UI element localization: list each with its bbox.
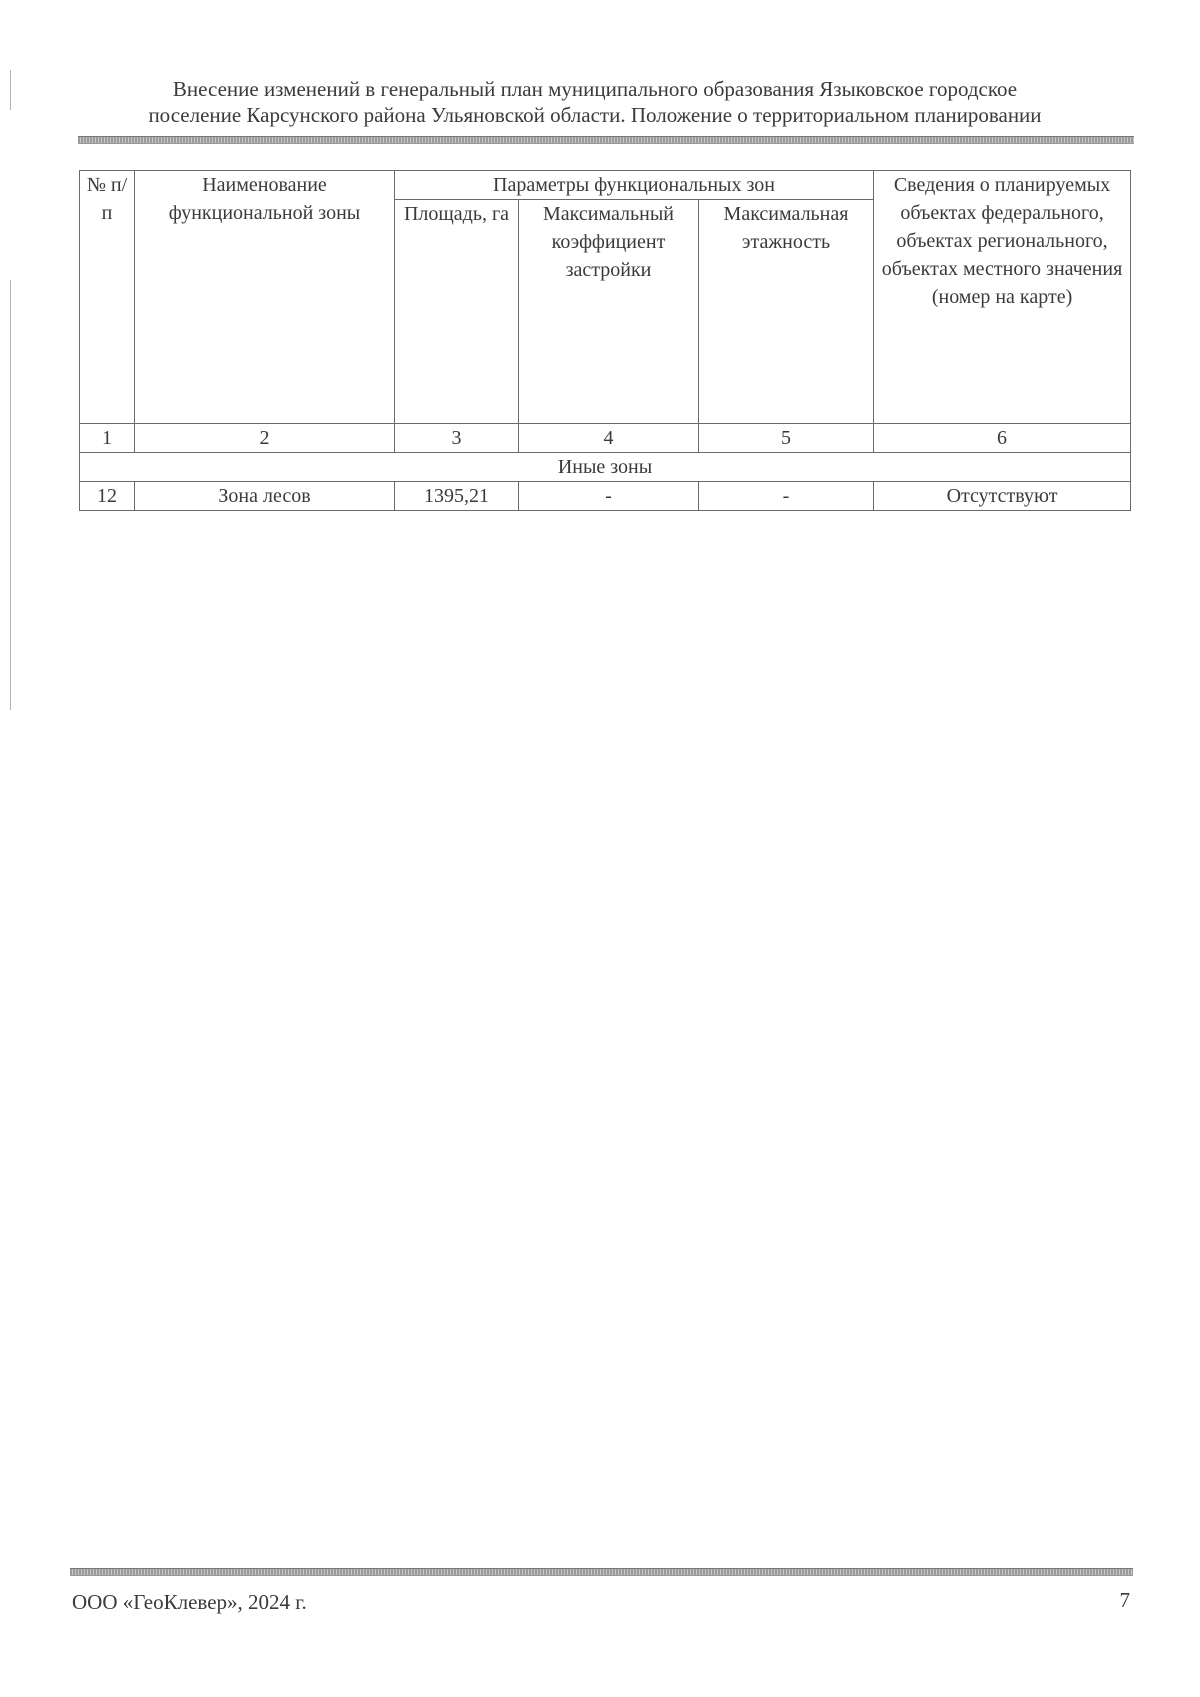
header-line-1: Внесение изменений в генеральный план муниципального образования Языковское городское (172, 77, 1018, 101)
header-line-2: поселение Карсунского района Ульяновской области. Положение о территориальном планировании (148, 103, 1042, 127)
row-zone-name: Зона лесов (135, 482, 395, 511)
scan-margin-mark (10, 280, 11, 710)
row-coef: - (519, 482, 699, 511)
column-number: 6 (874, 424, 1131, 453)
header-rule (78, 136, 1134, 144)
section-title: Иные зоны (80, 453, 1131, 482)
row-num: 12 (80, 482, 135, 511)
column-number: 4 (519, 424, 699, 453)
row-floors: - (699, 482, 874, 511)
header-cell-coef: Максимальный коэффициент застройки (519, 200, 699, 424)
functional-zones-table (79, 170, 1131, 511)
document-header (60, 76, 1130, 128)
column-number-row (80, 424, 1131, 453)
row-area: 1395,21 (395, 482, 519, 511)
header-cell-params-group: Параметры функциональных зон (395, 171, 874, 200)
header-cell-info: Сведения о планируемых объектах федерального, объектах регионального, объектах местного значения (номер на карте) (874, 171, 1131, 424)
column-number: 1 (80, 424, 135, 453)
page-number: 7 (1119, 1588, 1130, 1612)
row-info: Отсутствуют (874, 482, 1131, 511)
header-cell-area: Площадь, га (395, 200, 519, 424)
footer-company: ООО «ГеоКлевер», 2024 г. (72, 1590, 307, 1614)
header-cell-num: № п/п (80, 171, 135, 424)
scan-margin-mark (10, 70, 11, 110)
header-cell-floors: Максимальная этажность (699, 200, 874, 424)
table-header-row (80, 171, 1131, 200)
column-number: 2 (135, 424, 395, 453)
footer-rule (70, 1568, 1133, 1576)
column-number: 3 (395, 424, 519, 453)
table-row (80, 482, 1131, 511)
header-cell-name: Наименование функциональной зоны (135, 171, 395, 424)
column-number: 5 (699, 424, 874, 453)
section-row (80, 453, 1131, 482)
